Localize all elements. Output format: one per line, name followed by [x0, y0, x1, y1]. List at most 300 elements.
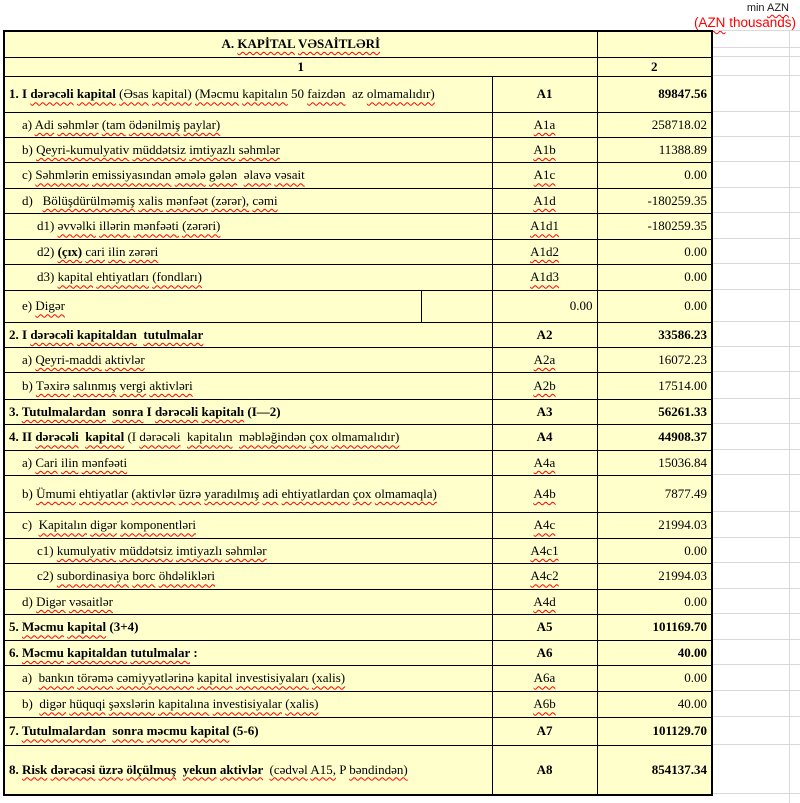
misspelling-squiggle: tutulmalar	[130, 644, 191, 660]
table-row-A2b	[4, 373, 712, 400]
gridline-horizontal	[711, 56, 800, 57]
note-min-azn: min AZN	[746, 2, 789, 14]
label-text-bold: 4. II dərəcəli kapital	[9, 429, 125, 445]
code-cell-A6b	[492, 692, 597, 718]
gridline-horizontal	[711, 187, 800, 188]
misspelling-squiggle: A6a	[533, 670, 556, 686]
label-text: a) bankın törəmə cəmiyyətlərinə kapital investisiyaları (xalis)	[22, 670, 346, 686]
code-cell-A4c	[492, 513, 597, 539]
gridline-horizontal	[711, 263, 800, 264]
gridline-horizontal	[711, 136, 800, 137]
label-cell-A1b	[4, 138, 492, 163]
gridline-horizontal	[711, 664, 800, 665]
misspelling-squiggle: imtiyazlı	[176, 542, 223, 558]
table-row-A4	[4, 425, 712, 451]
table-row-A4c1	[4, 539, 712, 564]
misspelling-squiggle: (çıx)	[57, 243, 83, 259]
value-cell-A4[interactable]: 44908.37	[597, 425, 712, 451]
misspelling-squiggle: cəmi	[252, 192, 278, 208]
label-cell-A1d2	[4, 240, 492, 265]
misspelling-squiggle: kapitaldan	[67, 644, 128, 660]
label-text: c) Səhmlərin emissiyasından əmələ gələn əlavə vəsait	[22, 167, 305, 183]
code-cell-A1d2	[492, 240, 597, 265]
label-text-bold: 3. Tutulmalardan sonra I dərəcəli kapitalı (I—2)	[9, 403, 281, 419]
misspelling-squiggle: Qeyri-kumulyativ	[36, 141, 130, 157]
value-cell-A4a[interactable]: 15036.84	[597, 451, 712, 476]
label-cell-A1a	[4, 113, 492, 138]
table-row-A1d1	[4, 214, 712, 240]
label-text: c) Kapitalın digər komponentləri	[22, 517, 197, 533]
label-text	[82, 244, 158, 259]
misspelling-squiggle: vəsaitlər	[68, 593, 113, 609]
table-row-A2	[4, 323, 712, 348]
code-input-cell-e[interactable]: 0.00	[492, 291, 597, 323]
table-row-e	[4, 291, 712, 323]
value-cell-A3[interactable]: 56261.33	[597, 400, 712, 425]
gridline-horizontal	[711, 75, 800, 76]
table-row-A4a	[4, 451, 712, 476]
label-text: d) Bölüşdürülməmiş xalis mənfəət (zərər), cəmi	[22, 192, 278, 208]
misspelling-squiggle: faizdən	[307, 86, 346, 102]
label-cell-A4c1	[4, 539, 492, 564]
value-cell-A4d[interactable]: 0.00	[597, 590, 712, 615]
code-cell-A5: A5	[492, 615, 597, 641]
misspelling-squiggle: hüquqi	[69, 696, 106, 712]
misspelling-squiggle: bankın	[38, 670, 74, 686]
label-text: (cədvəl A15, P bəndindən)	[269, 761, 408, 777]
gridline-horizontal	[711, 161, 800, 162]
misspelling-squiggle: ilin	[61, 454, 79, 470]
misspelling-squiggle: A1d	[533, 192, 556, 208]
misspelling-squiggle: ilin	[108, 243, 126, 259]
table-row-A1a	[4, 113, 712, 138]
label-cell-A1d1	[4, 214, 492, 240]
misspelling-squiggle: ehtiyatlardan	[281, 485, 350, 501]
label-cell-A8	[4, 746, 492, 795]
misspelling-squiggle: Tutulmalardan	[21, 403, 106, 419]
value-cell-A5[interactable]: 101169.70	[597, 615, 712, 641]
label-cell-A3	[4, 400, 492, 425]
misspelling-squiggle: digər	[90, 517, 117, 533]
misspelling-squiggle: (zərər),	[211, 192, 250, 208]
misspelling-squiggle: dərəcəli	[154, 403, 199, 419]
value-cell-A1d[interactable]: -180259.35	[597, 189, 712, 214]
code-cell-A8: A8	[492, 746, 597, 795]
code-cell-A6: A6	[492, 641, 597, 666]
table-row-A6b	[4, 692, 712, 718]
value-cell-A4c[interactable]: 21994.03	[597, 513, 712, 539]
misspelling-squiggle: A2a	[533, 351, 556, 367]
misspelling-squiggle: A4c2	[530, 568, 559, 584]
value-cell-A6[interactable]: 40.00	[597, 641, 712, 666]
value-cell-A2a[interactable]: 16072.23	[597, 348, 712, 373]
value-cell-A1[interactable]: 89847.56	[597, 77, 712, 113]
gridline-horizontal	[711, 639, 800, 640]
misspelling-squiggle: illərin	[99, 218, 131, 234]
misspelling-squiggle: (Əsas	[119, 86, 149, 102]
misspelling-squiggle: dərəcəsi	[50, 761, 96, 777]
misspelling-squiggle: A1d3	[530, 269, 559, 285]
misspelling-squiggle: A1d1	[530, 218, 559, 234]
gridline-horizontal	[711, 537, 800, 538]
code-cell-A6a	[492, 666, 597, 692]
misspelling-squiggle: sonra	[112, 723, 144, 739]
misspelling-squiggle: Adi	[34, 116, 55, 132]
misspelling-squiggle: kapital	[76, 86, 116, 102]
misspelling-squiggle: üzrə	[98, 761, 124, 777]
misspelling-squiggle: subordinasiya	[56, 568, 130, 584]
gridline-horizontal	[711, 371, 800, 372]
value-cell-A1b[interactable]: 11388.89	[597, 138, 712, 163]
label-cell-e	[4, 291, 421, 323]
misspelling-squiggle: müddətsiz	[132, 141, 186, 157]
table-row-A5	[4, 615, 712, 641]
label-text: b) digər hüquqi şəxslərin kapitalına investisiyalar (xalis)	[22, 696, 319, 712]
table-row-A4d	[4, 590, 712, 615]
table-row-A4b	[4, 476, 712, 513]
table-row-A6	[4, 641, 712, 666]
misspelling-squiggle: A1c	[533, 167, 556, 183]
misspelling-squiggle: paylar)	[183, 116, 221, 132]
misspelling-squiggle: müddətsiz	[119, 542, 173, 558]
misspelling-squiggle: (fondları)	[152, 269, 202, 285]
code-cell-A4b	[492, 476, 597, 513]
gridline-horizontal	[711, 423, 800, 424]
misspelling-squiggle: (AZN	[693, 15, 726, 30]
misspelling-squiggle: vəsait	[274, 167, 305, 183]
misspelling-squiggle: səhmlər	[238, 141, 280, 157]
misspelling-squiggle: kumulyativ	[56, 542, 117, 558]
misspelling-squiggle: kapital)	[152, 86, 192, 102]
label-cell-A4d	[4, 590, 492, 615]
gridline-horizontal	[711, 212, 800, 213]
label-text: b) Ümumi ehtiyatlar (aktivlər üzrə yaradılmış adi ehtiyatlardan çox olmamaqla)	[22, 485, 437, 501]
value-cell-A6b[interactable]: 40.00	[597, 692, 712, 718]
label-text: a) Cari ilin mənfəəti	[22, 454, 128, 470]
label-text-bold: 5. Məcmu kapital (3+4)	[9, 619, 139, 635]
gridline-horizontal	[711, 690, 800, 691]
misspelling-squiggle: digər	[39, 696, 67, 712]
misspelling-squiggle: səhmlər	[57, 116, 99, 132]
misspelling-squiggle: Risk	[22, 761, 48, 777]
table-row-A1d2	[4, 240, 712, 265]
misspelling-squiggle: öhdəlikləri	[158, 568, 216, 584]
misspelling-squiggle: A2b	[533, 377, 556, 393]
code-cell-A1d	[492, 189, 597, 214]
misspelling-squiggle: səhmlər	[225, 542, 267, 558]
table-row-A4c	[4, 513, 712, 539]
value-cell-A8[interactable]: 854137.34	[597, 746, 712, 795]
table-title: A. KAPİTAL VƏSAİTLƏRİ	[4, 31, 597, 57]
misspelling-squiggle: Məcmu	[22, 644, 64, 660]
misspelling-squiggle: vergi	[119, 377, 147, 393]
table-row-A8	[4, 746, 712, 795]
misspelling-squiggle: A4c1	[530, 542, 559, 558]
misspelling-squiggle: aktivləri	[149, 377, 193, 393]
capital-table	[3, 30, 713, 796]
misspelling-squiggle: cari	[85, 243, 105, 259]
misspelling-squiggle: Təxirə	[35, 377, 70, 393]
label-cell-A5	[4, 615, 492, 641]
misspelling-squiggle: mənfəət	[166, 192, 208, 208]
table-row-A3	[4, 400, 712, 425]
code-cell-A4c1	[492, 539, 597, 564]
misspelling-squiggle: xalis	[138, 192, 163, 208]
code-cell-A3: A3	[492, 400, 597, 425]
label-text: e) Digər	[22, 298, 65, 314]
code-cell-A4d	[492, 590, 597, 615]
label-cell-A1	[4, 77, 492, 113]
misspelling-squiggle: A4c	[533, 517, 556, 533]
misspelling-squiggle: ödənilmiş	[128, 116, 181, 132]
value-cell-A2[interactable]: 33586.23	[597, 323, 712, 348]
column-header-row	[4, 57, 712, 77]
code-cell-A7: A7	[492, 718, 597, 746]
label-text-bold: 7. Tutulmalardan sonra məcmu kapital (5-6)	[9, 723, 259, 739]
misspelling-squiggle: mənfəəti	[133, 218, 179, 234]
gridline-horizontal	[711, 793, 800, 794]
misspelling-squiggle: ehtiyatlar	[79, 485, 129, 501]
code-cell-A2: A2	[492, 323, 597, 348]
misspelling-squiggle: sonra	[112, 403, 144, 419]
title-row	[4, 31, 712, 57]
gridline-horizontal	[711, 289, 800, 290]
code-cell-A1b	[492, 138, 597, 163]
table-row-A1d3	[4, 265, 712, 291]
gridline-horizontal	[711, 321, 800, 322]
gridline-horizontal	[711, 30, 800, 31]
misspelling-squiggle: kapital	[67, 619, 107, 635]
misspelling-squiggle: adi	[262, 485, 279, 501]
misspelling-squiggle: yekun	[182, 761, 217, 777]
gridline-vertical	[789, 30, 790, 803]
value-cell-A4c1[interactable]: 0.00	[597, 539, 712, 564]
misspelling-squiggle: A1a	[533, 116, 556, 132]
note-azn-thousands: (AZN thousands)	[693, 15, 796, 30]
value-cell-A7[interactable]: 101129.70	[597, 718, 712, 746]
column-header-2: 2	[597, 57, 712, 77]
misspelling-squiggle: Digər	[35, 298, 65, 314]
code-cell-A2a	[492, 348, 597, 373]
misspelling-squiggle: dərəcəli	[35, 429, 79, 445]
misspelling-squiggle: imtiyazlı	[189, 141, 236, 157]
misspelling-squiggle: investisiyaları	[235, 670, 309, 686]
gridline-horizontal	[711, 449, 800, 450]
value-cell-A1d1[interactable]: -180259.35	[597, 214, 712, 240]
value-cell-e[interactable]: 0.00	[597, 291, 712, 323]
value-cell-A1d3[interactable]: 0.00	[597, 265, 712, 291]
misspelling-squiggle: (xalis)	[285, 696, 319, 712]
misspelling-squiggle: aktivlər	[219, 761, 264, 777]
gridline-horizontal	[711, 716, 800, 717]
misspelling-squiggle: VƏSAİTLƏRİ	[297, 36, 381, 51]
misspelling-squiggle: çox	[309, 429, 329, 445]
code-cell-A1: A1	[492, 77, 597, 113]
misspelling-squiggle: mənfəəti	[81, 454, 128, 470]
table-row-A1	[4, 77, 712, 113]
misspelling-squiggle: Səhmlərin	[35, 167, 89, 183]
label-text-bold: 1. I dərəcəli kapital	[9, 86, 116, 102]
label-text: d1) əvvəlki illərin mənfəəti (zərəri)	[37, 218, 221, 234]
code-cell-A4c2	[492, 564, 597, 590]
label-text: c2) subordinasiya borc öhdəlikləri	[37, 568, 216, 584]
misspelling-squiggle: kapital	[197, 670, 233, 686]
label-text: d2)	[37, 243, 58, 259]
label-cell-A6b	[4, 692, 492, 718]
gridline-horizontal	[711, 474, 800, 475]
misspelling-squiggle: Məcmu	[22, 619, 64, 635]
label-cell-A6a	[4, 666, 492, 692]
misspelling-squiggle: Cari	[35, 454, 58, 470]
misspelling-squiggle: (cədvəl	[269, 761, 308, 777]
label-cell-A4b	[4, 476, 492, 513]
label-text: a) Adi səhmlər (tam ödənilmiş paylar)	[22, 116, 221, 132]
misspelling-squiggle: məbləğindən	[239, 429, 307, 445]
code-cell-A2b	[492, 373, 597, 400]
gridline-horizontal	[711, 588, 800, 589]
value-cell-A1d2[interactable]: 0.00	[597, 240, 712, 265]
misspelling-squiggle: borc	[132, 568, 156, 584]
misspelling-squiggle: kapitalı	[201, 403, 245, 419]
label-text: (I dərəcəli kapitalın məbləğindən çox olmamalıdır)	[127, 429, 400, 445]
misspelling-squiggle: olmamalıdır)	[331, 429, 400, 445]
label-text: d3) kapital ehtiyatları (fondları)	[37, 269, 202, 285]
column-header-1: 1	[4, 57, 597, 77]
label-text: b) Qeyri-kumulyativ müddətsiz imtiyazlı səhmlər	[22, 141, 280, 157]
value-cell-A2b[interactable]: 17514.00	[597, 373, 712, 400]
misspelling-squiggle: dərəcəli	[30, 86, 74, 102]
misspelling-squiggle: A15,	[310, 761, 336, 777]
misspelling-squiggle: kapital	[85, 429, 125, 445]
misspelling-squiggle: kapitaldan	[76, 326, 137, 342]
label-cell-A1d3	[4, 265, 492, 291]
misspelling-squiggle: cəmiyyətlərinə	[116, 670, 194, 686]
label-cell-A4c	[4, 513, 492, 539]
table-row-A4c2	[4, 564, 712, 590]
misspelling-squiggle: emissiyasından	[92, 167, 172, 183]
table-row-A2a	[4, 348, 712, 373]
misspelling-squiggle: ehtiyatları	[96, 269, 149, 285]
table-row-A7	[4, 718, 712, 746]
misspelling-squiggle: kapitalın	[187, 429, 233, 445]
misspelling-squiggle: kapitalın	[242, 86, 288, 102]
code-cell-A4a	[492, 451, 597, 476]
label-text-bold: 2. I dərəcəli kapitaldan tutulmalar	[9, 326, 204, 342]
label-cell-A2b	[4, 373, 492, 400]
misspelling-squiggle: kapitalına	[158, 696, 210, 712]
label-text: a) Qeyri-maddi aktivlər	[22, 351, 145, 367]
misspelling-squiggle: məcmu	[146, 723, 188, 739]
label-text-bold: 8. Risk dərəcəsi üzrə ölçülmuş yekun aktivlər	[9, 761, 264, 777]
label-cell-A4a	[4, 451, 492, 476]
misspelling-squiggle: törəmə	[77, 670, 114, 686]
code-cell-A1d1	[492, 214, 597, 240]
misspelling-squiggle: əlavə	[243, 167, 272, 183]
misspelling-squiggle: Tutulmalardan	[21, 723, 106, 739]
misspelling-squiggle: dərəcəli	[30, 326, 74, 342]
misspelling-squiggle: investisiyalar	[212, 696, 282, 712]
label-cell-A7	[4, 718, 492, 746]
misspelling-squiggle: yaradılmış	[204, 485, 260, 501]
misspelling-squiggle: bəndindən)	[349, 761, 408, 777]
value-cell-A1a[interactable]: 258718.02	[597, 113, 712, 138]
table-row-A1b	[4, 138, 712, 163]
gridline-horizontal	[711, 744, 800, 745]
label-text: (Əsas kapital) (Məcmu kapitalın 50 faizdən az olmamalıdır)	[119, 86, 435, 102]
code-cell-A1c	[492, 163, 597, 189]
misspelling-squiggle: Digər	[36, 593, 66, 609]
misspelling-squiggle: zərəri	[128, 243, 159, 259]
misspelling-squiggle: Bölüşdürülməmiş	[42, 192, 136, 208]
label-filler-cell-e	[421, 291, 492, 323]
code-cell-A1d3	[492, 265, 597, 291]
label-cell-A2	[4, 323, 492, 348]
gridline-horizontal	[711, 398, 800, 399]
misspelling-squiggle: şəxslərin	[108, 696, 155, 712]
misspelling-squiggle: KAPİTAL	[237, 36, 295, 51]
label-cell-A1c	[4, 163, 492, 189]
table-row-A6a	[4, 666, 712, 692]
misspelling-squiggle: (xalis)	[311, 670, 346, 686]
misspelling-squiggle: aktivlər	[105, 351, 145, 367]
misspelling-squiggle: A6b	[533, 696, 556, 712]
misspelling-squiggle: əvvəlki	[57, 218, 96, 234]
misspelling-squiggle: olmamaqla)	[374, 485, 437, 501]
misspelling-squiggle: ölçülmuş	[126, 761, 177, 777]
value-cell-A4b[interactable]: 7877.49	[597, 476, 712, 513]
misspelling-squiggle: dərəcəli	[139, 429, 181, 445]
misspelling-squiggle: olmamalıdır)	[366, 86, 435, 102]
misspelling-squiggle: əmələ	[174, 167, 206, 183]
label-text: b) Təxirə salınmış vergi aktivləri	[22, 377, 193, 393]
misspelling-squiggle: A4b	[533, 485, 556, 501]
table-row-A1c	[4, 163, 712, 189]
label-text-bold	[58, 244, 83, 259]
label-cell-A6	[4, 641, 492, 666]
misspelling-squiggle: gələn	[209, 167, 238, 183]
misspelling-squiggle: kapital	[190, 723, 230, 739]
misspelling-squiggle: A1b	[533, 141, 556, 157]
misspelling-squiggle: (Məcmu	[194, 86, 240, 102]
label-cell-A2a	[4, 348, 492, 373]
misspelling-squiggle: A4d	[533, 593, 556, 609]
misspelling-squiggle: Kapitalın	[38, 517, 87, 533]
misspelling-squiggle: (tam	[101, 116, 126, 132]
value-cell-A6a[interactable]: 0.00	[597, 666, 712, 692]
label-text: c1) kumulyativ müddətsiz imtiyazlı səhmlər	[37, 542, 267, 558]
value-cell-A1c[interactable]: 0.00	[597, 163, 712, 189]
misspelling-squiggle: Qeyri-maddi	[35, 351, 102, 367]
misspelling-squiggle: AZN	[767, 2, 789, 14]
label-cell-A1d	[4, 189, 492, 214]
misspelling-squiggle: komponentləri	[120, 517, 197, 533]
misspelling-squiggle: salınmış	[73, 377, 117, 393]
label-text-bold: 6. Məcmu kapitaldan tutulmalar :	[9, 644, 198, 660]
table-row-A1d	[4, 189, 712, 214]
gridline-horizontal	[711, 47, 800, 48]
gridline-horizontal	[711, 613, 800, 614]
gridline-horizontal	[711, 562, 800, 563]
misspelling-squiggle: A1d2	[530, 243, 559, 259]
misspelling-squiggle: üzrə	[178, 485, 202, 501]
gridline-horizontal	[711, 511, 800, 512]
code-cell-A1a	[492, 113, 597, 138]
value-cell-A4c2[interactable]: 21994.03	[597, 564, 712, 590]
gridline-horizontal	[711, 346, 800, 347]
label-text: d) Digər vəsaitlər	[22, 593, 113, 609]
gridline-horizontal	[711, 111, 800, 112]
label-cell-A4c2	[4, 564, 492, 590]
